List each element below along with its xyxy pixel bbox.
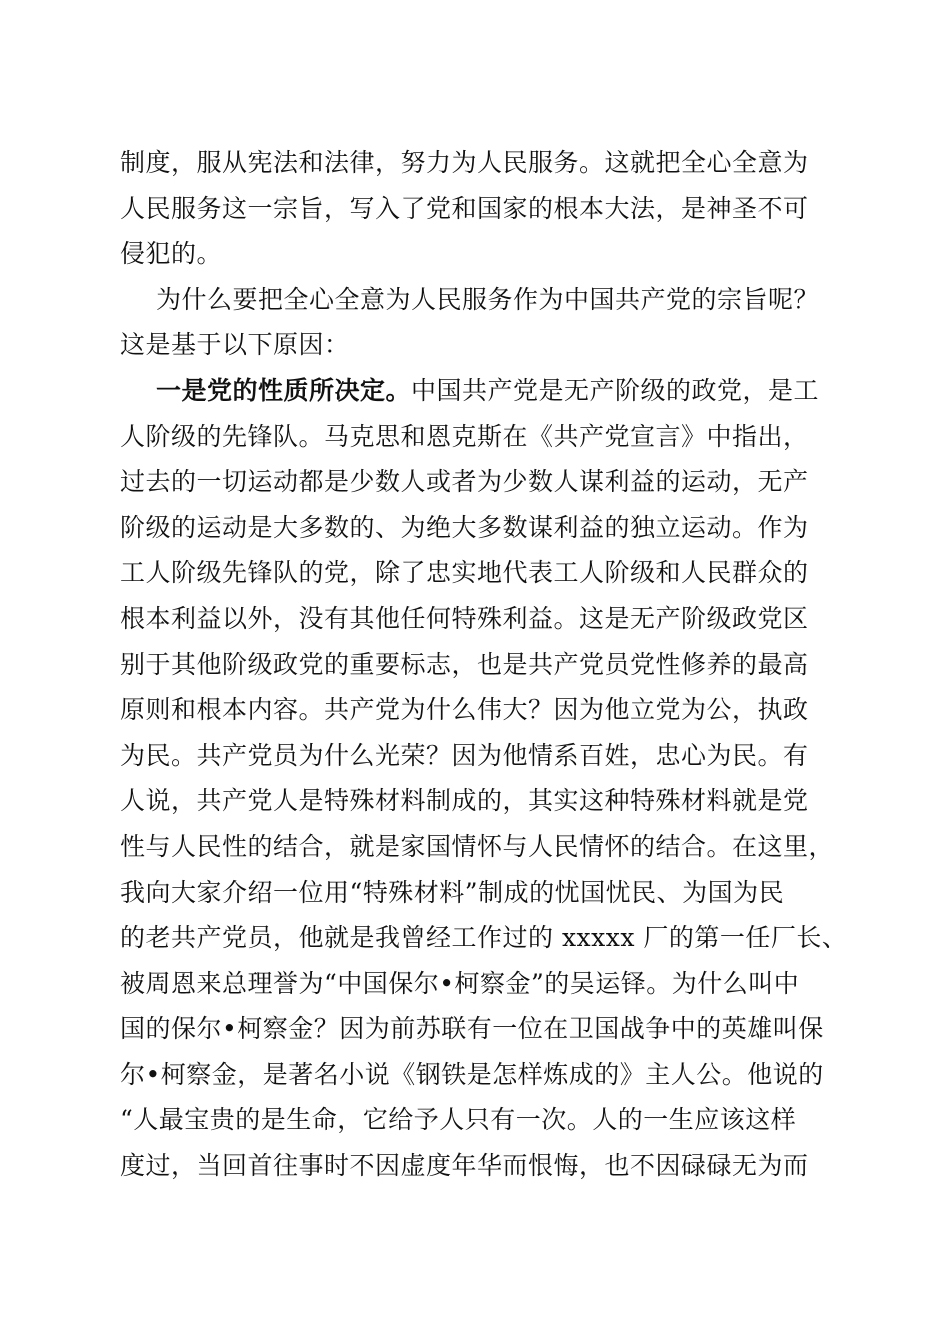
paragraph-party-nature — [120, 368, 848, 1189]
text-line: 根本利益以外，没有其他任何特殊利益。这是无产阶级政党区 — [120, 603, 809, 633]
paragraph-question — [120, 277, 840, 368]
text-line: 这是基于以下原因： — [120, 330, 350, 360]
text-line: 别于其他阶级政党的重要标志，也是共产党员党性修养的最高 — [120, 649, 809, 679]
text-line: 的老共产党员，他就是我曾经工作过的 xxxxx 厂的第一任厂长、 — [120, 923, 848, 953]
text-line: 过去的一切运动都是少数人或者为少数人谋利益的运动，无产 — [120, 467, 809, 497]
text-line: 被周恩来总理誉为“中国保尔•柯察金”的吴运铎。为什么叫中 — [120, 968, 800, 998]
text-line: 我向大家介绍一位用“特殊材料”制成的忧国忧民、为国为民 — [120, 877, 785, 907]
text-line: 阶级的运动是大多数的、为绝大多数谋利益的独立运动。作为 — [120, 512, 809, 542]
text-line — [120, 368, 840, 414]
text-line: 人民服务这一宗旨，写入了党和国家的根本大法，是神圣不可 — [120, 193, 809, 223]
text-line: 原则和根本内容。共产党为什么伟大？因为他立党为公，执政 — [120, 695, 809, 725]
text-line: 度过，当回首往事时不因虚度年华而恨悔，也不因碌碌无为而 — [120, 1151, 809, 1181]
text-line: 人阶级的先锋队。马克思和恩克斯在《共产党宣言》中指出， — [120, 421, 809, 451]
text-line: 国的保尔•柯察金？因为前苏联有一位在卫国战争中的英雄叫保 — [120, 1014, 824, 1044]
text-line: 为民。共产党员为什么光荣？因为他情系百姓，忠心为民。有 — [120, 740, 809, 770]
text-line: 侵犯的。 — [120, 239, 223, 269]
text-line: 人说，共产党人是特殊材料制成的，其实这种特殊材料就是党 — [120, 786, 809, 816]
text-line: 尔•柯察金，是著名小说《钢铁是怎样炼成的》主人公。他说的 — [120, 1059, 824, 1089]
text-line: 制度，服从宪法和法律，努力为人民服务。这就把全心全意为 — [120, 148, 809, 177]
text-line: 性与人民性的结合，就是家国情怀与人民情怀的结合。在这里， — [120, 831, 835, 861]
text-line: 工人阶级先锋队的党，除了忠实地代表工人阶级和人民群众的 — [120, 558, 809, 588]
text-line: 为什么要把全心全意为人民服务作为中国共产党的宗旨呢？ — [156, 284, 820, 314]
section-lead-heading: 一是党的性质所决定。 — [156, 375, 412, 405]
text-line: “人最宝贵的是生命，它给予人只有一次。人的一生应该这样 — [120, 1105, 797, 1135]
text-run: 中国共产党是无产阶级的政党，是工 — [411, 375, 820, 405]
document-body — [120, 140, 848, 1189]
paragraph-constitution — [120, 140, 840, 277]
